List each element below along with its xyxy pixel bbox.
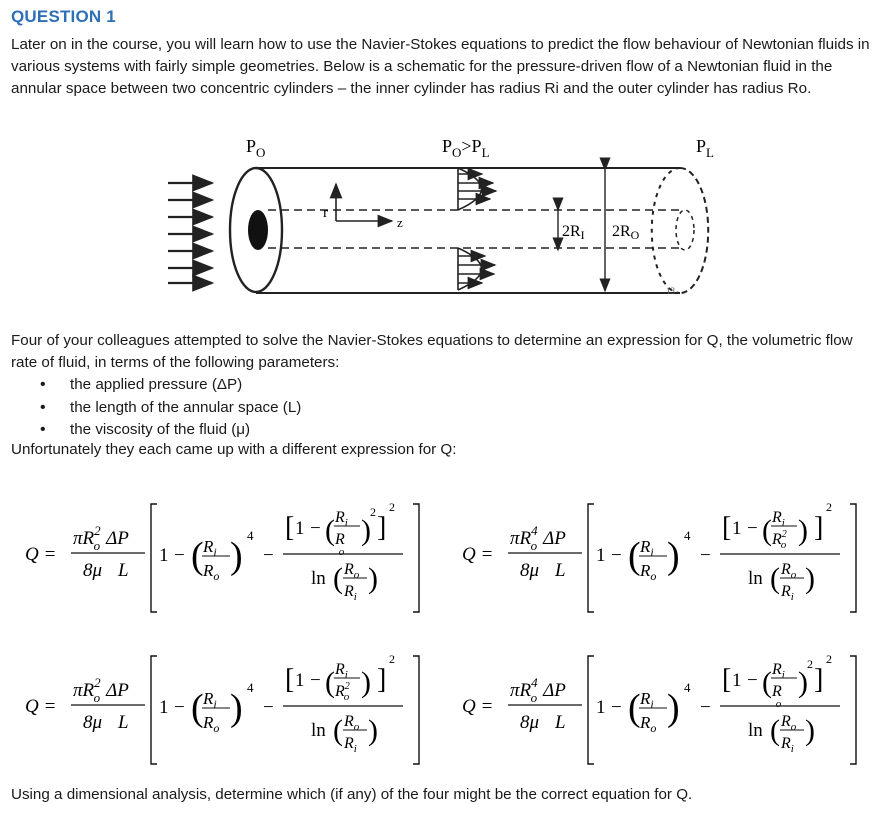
svg-text:πR2oΔP <box>73 675 129 705</box>
svg-text:(: ( <box>762 666 772 699</box>
svg-text:(: ( <box>333 562 343 595</box>
eq-term-lnd: R <box>781 735 791 752</box>
eq-term-one2: 1 <box>295 518 305 539</box>
svg-text:(: ( <box>325 666 335 699</box>
eq-term-lnn: R <box>781 561 791 578</box>
eq-term-pfd1: 8μ <box>520 712 540 733</box>
eq-term-lnd: R <box>781 583 791 600</box>
eq-term-pfdp: ΔP <box>543 680 566 701</box>
eq-term-fie: 2 <box>807 657 813 671</box>
eq-term-lnd: R <box>344 583 354 600</box>
svg-text:(: ( <box>770 714 780 747</box>
eq-term-lnn: R <box>344 561 354 578</box>
eq-term-fidsup: 2 <box>781 529 787 540</box>
eq-term-fid: R <box>335 531 345 548</box>
eq-term-lnns: o <box>353 569 360 581</box>
eq-term-foe: 2 <box>389 652 395 666</box>
equation-1-math <box>25 478 435 618</box>
svg-text:(: ( <box>762 514 772 547</box>
svg-text:[: [ <box>722 512 732 543</box>
svg-text:): ) <box>798 666 808 699</box>
eq-term-lnd: R <box>344 735 354 752</box>
eq-term-fidsup: 2 <box>344 681 350 692</box>
svg-text:−: − <box>174 545 185 566</box>
eq-term-one: 1 <box>159 545 169 566</box>
svg-text:−: − <box>611 697 622 718</box>
svg-text:Ri <box>343 583 357 603</box>
svg-text:R2o <box>334 681 350 703</box>
colleagues-paragraph: Four of your colleagues attempted to solve the Navier-Stokes equations to determine an expression for Q, the volumetric flow rate of fluid, in terms of the following parameters: <box>11 332 853 371</box>
eq-term-rds: o <box>650 569 657 583</box>
eq-term-rds: o <box>213 569 220 583</box>
eq-term-rn: R <box>203 537 214 556</box>
eq-term-one2: 1 <box>732 670 742 691</box>
svg-text:−: − <box>700 697 711 718</box>
equation-2-math <box>462 478 872 618</box>
eq-term-pfn: πR <box>510 680 532 701</box>
svg-text:Ri <box>780 735 794 755</box>
svg-text:): ) <box>805 714 815 747</box>
svg-text:]: ] <box>814 664 824 695</box>
eq-term-one: 1 <box>596 545 606 566</box>
eq-term-rexp: 4 <box>247 528 254 543</box>
svg-text:): ) <box>798 514 808 547</box>
eq-term-fids: o <box>338 546 345 558</box>
eq-term-fie: 2 <box>370 505 376 519</box>
svg-text:): ) <box>368 562 378 595</box>
svg-text:Ri <box>343 735 357 755</box>
inlet-pressure-label: $P_O$ <box>246 136 266 160</box>
eq-term-fids: o <box>775 698 782 710</box>
eq-term-pfd1: 8μ <box>520 560 540 581</box>
svg-text:(: ( <box>191 535 204 577</box>
eq-term-rexp: 4 <box>684 528 691 543</box>
closing-paragraph: Using a dimensional analysis, determine which (if any) of the four might be the correct equation for Q. <box>11 786 693 803</box>
candidate-equation-4 <box>462 630 872 775</box>
eq-term-rexp: 4 <box>247 680 254 695</box>
parameter-viscosity: • the viscosity of the fluid (μ) <box>40 419 301 442</box>
coordinate-axes <box>336 184 392 221</box>
svg-text:): ) <box>230 687 243 729</box>
svg-text:−: − <box>747 670 758 691</box>
eq-term-pfd2: L <box>555 712 566 733</box>
eq-term-fin: R <box>772 509 782 526</box>
svg-text:Ro <box>202 561 219 583</box>
eq-term-one: 1 <box>159 697 169 718</box>
candidate-equation-3 <box>25 630 435 775</box>
eq-term-fin: R <box>335 661 345 678</box>
eq-term-rds: o <box>650 721 657 735</box>
svg-text:(: ( <box>628 687 641 729</box>
eq-term-rns: i <box>650 697 654 711</box>
intro-paragraph: Later on in the course, you will learn how to use the Navier-Stokes equations to predict the flow behaviour of Newtonian fluids in various systems with fairly simple geometries. Below is a schematic for the pressure-driven flow of a Newtonian fluid in the annular space between two concentric cylinders – the inner cylinder has radius Ri and the outer cylinder has radius Ro. <box>11 36 870 97</box>
svg-text:): ) <box>368 714 378 747</box>
svg-text:πR4oΔP <box>510 675 566 705</box>
svg-text:): ) <box>667 687 680 729</box>
inner-cylinder-outlet <box>676 210 694 250</box>
outer-diameter-label: 2RO <box>612 223 640 242</box>
eq-term-rd: R <box>203 561 214 580</box>
svg-text:8μL <box>83 712 129 733</box>
eq-term-ln: ln <box>311 568 326 589</box>
equation-4-math <box>462 630 872 770</box>
eq-term-foe: 2 <box>826 500 832 514</box>
svg-text:Ro <box>639 713 656 735</box>
svg-text:]: ] <box>377 512 387 543</box>
eq-term-lnds: i <box>790 591 794 603</box>
svg-text:8μL <box>520 560 566 581</box>
eq-term-lhs: Q = <box>462 696 494 717</box>
eq-term-pfsup: 2 <box>94 675 101 690</box>
svg-text:8μL <box>83 560 129 581</box>
eq-term-rd: R <box>640 713 651 732</box>
eq-term-lhs: Q = <box>25 696 57 717</box>
eq-term-rns: i <box>213 545 217 559</box>
eq-term-lnns: o <box>790 569 797 581</box>
velocity-profile-bottom <box>458 248 495 290</box>
eq-term-lhs: Q = <box>25 544 57 565</box>
svg-text:−: − <box>700 545 711 566</box>
svg-text:(: ( <box>770 562 780 595</box>
candidate-equation-1 <box>25 478 435 623</box>
eq-term-one2: 1 <box>295 670 305 691</box>
svg-text:(: ( <box>628 535 641 577</box>
eq-term-pfn: πR <box>73 528 95 549</box>
svg-text:−: − <box>263 545 274 566</box>
r-axis-label: r <box>323 205 328 221</box>
question-heading: QUESTION 1 <box>11 7 116 26</box>
eq-term-lnn: R <box>781 713 791 730</box>
inner-cylinder-end <box>248 210 268 250</box>
eq-term-pfd2: L <box>555 560 566 581</box>
eq-term-pfd2: L <box>118 712 129 733</box>
eq-term-fid: R <box>772 531 782 548</box>
eq-term-pfsub: o <box>530 538 538 553</box>
svg-text:R2o <box>771 529 787 551</box>
eq-term-pfdp: ΔP <box>106 528 129 549</box>
svg-text:πR4oΔP <box>510 523 566 553</box>
inner-diameter-label: 2RI <box>562 223 585 242</box>
svg-text:(: ( <box>325 514 335 547</box>
eq-term-ln: ln <box>311 720 326 741</box>
eq-term-pfn: πR <box>73 680 95 701</box>
eq-term-ln: ln <box>748 568 763 589</box>
eq-term-lnns: o <box>790 721 797 733</box>
eq-term-fids: o <box>780 539 787 551</box>
eq-term-fid: R <box>772 683 782 700</box>
eq-term-fins: i <box>344 517 348 529</box>
svg-text:Ro <box>639 561 656 583</box>
annular-flow-schematic <box>160 128 720 298</box>
svg-text:): ) <box>667 535 680 577</box>
eq-term-pfsub: o <box>93 538 101 553</box>
eq-term-rn: R <box>203 689 214 708</box>
eq-term-pfd2: L <box>118 560 129 581</box>
eq-term-rns: i <box>213 697 217 711</box>
eq-term-pfsup: 4 <box>531 675 538 690</box>
eq-term-lhs: Q = <box>462 544 494 565</box>
eq-term-rds: o <box>213 721 220 735</box>
eq-term-pfd1: 8μ <box>83 712 103 733</box>
svg-text:−: − <box>611 545 622 566</box>
svg-text:]: ] <box>814 512 824 543</box>
eq-term-lnns: o <box>353 721 360 733</box>
eq-term-foe: 2 <box>826 652 832 666</box>
eq-term-foe: 2 <box>389 500 395 514</box>
svg-text:−: − <box>310 670 321 691</box>
eq-term-fins: i <box>781 669 785 681</box>
svg-text:(: ( <box>191 687 204 729</box>
eq-term-pfsup: 4 <box>531 523 538 538</box>
parameter-length: • the length of the annular space (L) <box>40 397 301 420</box>
svg-text:πR2oΔP <box>73 523 129 553</box>
eq-term-lnds: i <box>353 743 357 755</box>
eq-term-fin: R <box>335 509 345 526</box>
eq-term-pfsup: 2 <box>94 523 101 538</box>
svg-text:−: − <box>174 697 185 718</box>
svg-text:Ro <box>202 713 219 735</box>
eq-term-pfsub: o <box>93 690 101 705</box>
svg-text:]: ] <box>377 664 387 695</box>
eq-term-rexp: 4 <box>684 680 691 695</box>
svg-text:−: − <box>310 518 321 539</box>
eq-term-lnn: R <box>344 713 354 730</box>
eq-term-ln: ln <box>748 720 763 741</box>
eq-term-fids: o <box>343 691 350 703</box>
parameter-pressure: • the applied pressure (ΔP) <box>40 374 301 397</box>
eq-term-fins: i <box>344 669 348 681</box>
svg-text:Ri <box>780 583 794 603</box>
eq-term-fins: i <box>781 517 785 529</box>
outlet-pressure-label: $P_L$ <box>696 136 714 160</box>
svg-text:(: ( <box>333 714 343 747</box>
svg-text:): ) <box>361 514 371 547</box>
svg-text:[: [ <box>285 512 295 543</box>
page-number-mark: 13 <box>666 286 675 296</box>
eq-term-fid: R <box>335 683 345 700</box>
eq-term-lnds: i <box>790 743 794 755</box>
eq-term-pfdp: ΔP <box>106 680 129 701</box>
svg-text:): ) <box>361 666 371 699</box>
svg-text:−: − <box>263 697 274 718</box>
eq-term-rn: R <box>640 537 651 556</box>
svg-text:[: [ <box>722 664 732 695</box>
eq-term-rns: i <box>650 545 654 559</box>
eq-term-pfd1: 8μ <box>83 560 103 581</box>
eq-term-lnds: i <box>353 591 357 603</box>
svg-text:): ) <box>230 535 243 577</box>
eq-term-rd: R <box>203 713 214 732</box>
eq-term-fin: R <box>772 661 782 678</box>
eq-term-one2: 1 <box>732 518 742 539</box>
eq-term-rn: R <box>640 689 651 708</box>
candidate-equation-2 <box>462 478 872 623</box>
equation-3-math <box>25 630 435 770</box>
parameter-list <box>40 374 301 442</box>
eq-term-rd: R <box>640 561 651 580</box>
svg-text:8μL <box>520 712 566 733</box>
z-axis-label: z <box>397 215 403 230</box>
svg-text:): ) <box>805 562 815 595</box>
eq-term-one: 1 <box>596 697 606 718</box>
pressure-condition-label: $P_O>P_L$ <box>442 136 490 160</box>
eq-term-pfsub: o <box>530 690 538 705</box>
velocity-profile-top <box>458 168 496 210</box>
svg-text:[: [ <box>285 664 295 695</box>
expression-intro: Unfortunately they each came up with a different expression for Q: <box>11 441 457 458</box>
svg-text:−: − <box>747 518 758 539</box>
eq-term-pfdp: ΔP <box>543 528 566 549</box>
inlet-flow-arrows <box>168 183 212 283</box>
eq-term-pfn: πR <box>510 528 532 549</box>
